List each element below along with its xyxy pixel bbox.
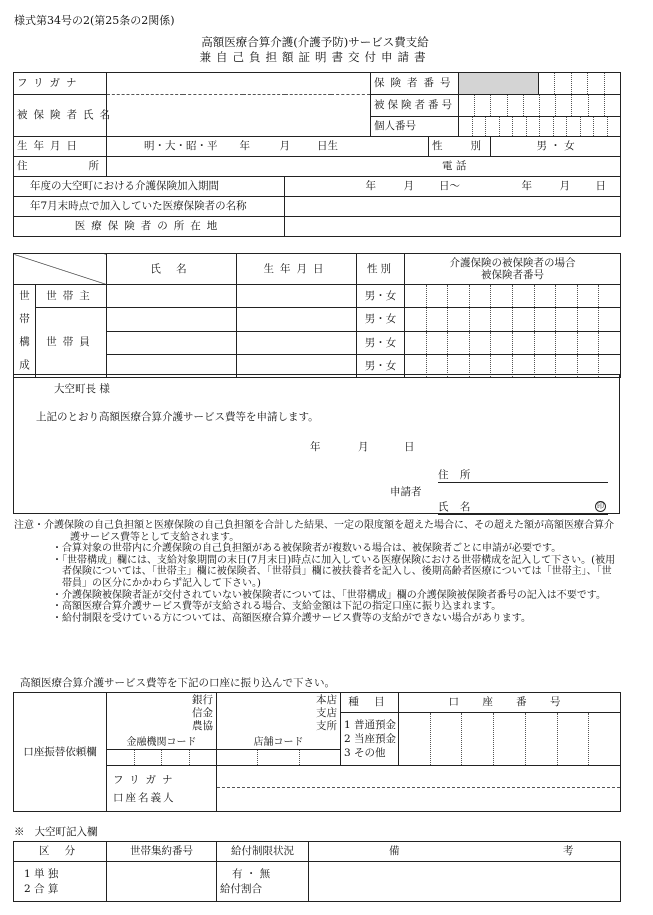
applicant-name-line[interactable]: [438, 501, 608, 515]
period-to-month: 月: [559, 180, 570, 193]
insured-name-field[interactable]: [107, 95, 371, 137]
member1-care-number-field[interactable]: [405, 308, 621, 332]
sex-options[interactable]: 男 ・ 女: [491, 137, 621, 157]
town-col-category: 区 分: [14, 842, 107, 862]
applicant-name-label: 氏 名: [438, 501, 475, 513]
birth-month-unit: 月: [279, 140, 290, 153]
request-box: [13, 374, 620, 514]
period-from-year: 年: [365, 180, 376, 193]
holder-furigana-label: フリガナ: [113, 773, 179, 786]
medical-insurer-address-field[interactable]: [285, 217, 621, 237]
note-2: ・合算対象の世帯内に介護保険の自己負担額がある被保険者が複数いる場合は、被保険者ごとに申請が必要です。: [52, 543, 562, 555]
household-head-label: 世帯主: [36, 285, 107, 308]
branch-code-field[interactable]: [217, 750, 341, 766]
bank-section-label: 口座振替依頼欄: [14, 693, 107, 812]
household-corner: [14, 254, 107, 285]
branch-code-label: 店舗コード: [217, 737, 341, 750]
institution-type-shinkin: 信金: [192, 707, 213, 719]
branch-type-main: 本店: [316, 694, 337, 706]
medical-insurer-name-label: 年7月末時点で加入していた医療保険者の名称: [14, 197, 285, 217]
furigana-field[interactable]: [107, 73, 371, 95]
holder-furigana-field[interactable]: [217, 766, 620, 788]
member2-name-field[interactable]: [107, 332, 237, 355]
head-care-number-field[interactable]: [405, 285, 621, 308]
head-birth-field[interactable]: [237, 285, 357, 308]
insurer-number-field[interactable]: [539, 73, 621, 95]
holder-labels: [107, 766, 217, 812]
town-category-combined[interactable]: 2 合 算: [24, 882, 59, 895]
personal-number-label: 個人番号: [371, 117, 459, 137]
applicant-address-label: 住 所: [438, 469, 475, 481]
form-title-line2: 兼自己負担額証明書交付申請書: [199, 50, 431, 64]
household-table: [13, 253, 621, 378]
town-benefit-ratio-label: 給付割合: [220, 882, 262, 895]
head-sex-options[interactable]: 男・女: [357, 285, 405, 308]
period-to-day: 日: [595, 180, 606, 193]
town-category-options[interactable]: [14, 862, 107, 902]
insurer-number-reserved: [459, 73, 539, 95]
account-number-field[interactable]: [399, 713, 621, 766]
household-col-birth: 生年月日: [237, 254, 357, 285]
note-3: ・「世帯構成」欄には、支給対象期間の末日(7月末日)時点に加入している医療保険における世帯構成を記入して下さい。(被用者保険については、「世帯主」欄に被保険者、「世帯員」欄に被扶養者を記入し、後期高齢者医療については「世帯主」、「世帯員」の区分にかかわらず記入して下さい。): [52, 554, 616, 589]
town-use-mark: ※: [14, 826, 25, 838]
household-member-label: 世帯員: [36, 308, 107, 378]
birth-year-unit: 年: [239, 140, 250, 153]
member2-sex-options[interactable]: 男・女: [357, 332, 405, 355]
bank-lead: 高額医療合算介護サービス費等を下記の口座に振り込んで下さい。: [20, 677, 335, 689]
member2-care-number-field[interactable]: [405, 332, 621, 355]
applicant-address-line[interactable]: [438, 469, 608, 483]
furigana-label: フリガナ: [14, 73, 107, 95]
medical-insurer-address-label: 医療保険者の所在地: [14, 217, 285, 237]
institution-type-noukyou: 農協: [192, 720, 213, 732]
town-category-single[interactable]: 1 単 独: [24, 867, 59, 880]
sex-label-char1: 性: [432, 140, 443, 153]
household-col-care: [405, 254, 621, 285]
holder-field[interactable]: [217, 766, 621, 812]
account-type-header: 種 目: [341, 693, 399, 713]
town-col-remarks: 備 考: [309, 842, 621, 862]
town-use-heading: [14, 826, 98, 839]
request-date-day[interactable]: 日: [404, 441, 415, 453]
request-date-month[interactable]: 月: [358, 441, 369, 453]
insured-name-label: 被保険者氏名: [14, 95, 107, 137]
branch-type-office: 支所: [316, 720, 337, 732]
medical-insurer-name-field[interactable]: [285, 197, 621, 217]
member3-sex-options[interactable]: 男・女: [357, 355, 405, 378]
town-col-restriction: 給付制限状況: [217, 842, 309, 862]
personal-number-field[interactable]: [459, 117, 621, 137]
address-field[interactable]: [107, 157, 621, 177]
insured-number-field[interactable]: [459, 95, 621, 117]
birthdate-label: 生年月日: [14, 137, 107, 157]
town-contract-number-field[interactable]: [107, 862, 217, 902]
member2-birth-field[interactable]: [237, 332, 357, 355]
note-1: 注意・介護保険の自己負担額と医療保険の自己負担額を合計した結果、一定の限度額を超えた場合に、その超えた額が高額医療合算介護サービス費等として支給されます。: [14, 520, 614, 543]
town-remarks-field[interactable]: [309, 862, 621, 902]
household-col-care-line2: 被保険者番号: [481, 269, 544, 281]
note-5: ・高額医療合算介護サービス費等が支給される場合、支給金額は下記の指定口座に振り込まれます。: [52, 601, 502, 613]
address-label: [14, 157, 107, 177]
period-label: 年度の大空町における介護保険加入期間: [14, 177, 285, 197]
era-options[interactable]: 明・大・昭・平: [144, 140, 218, 153]
side-char-3: 構: [19, 336, 30, 348]
request-statement: 上記のとおり高額医療合算介護サービス費等を申請します。: [36, 411, 319, 423]
insurer-number-label: 保険者番号: [371, 73, 459, 95]
account-number-header: 口 座 番 号: [399, 693, 621, 713]
institution-code-field[interactable]: [107, 750, 217, 766]
town-use-table: [13, 841, 653, 902]
period-from-month: 月: [403, 180, 414, 193]
branch-type-branch: 支店: [316, 707, 337, 719]
insured-number-label: 被保険者番号: [371, 95, 459, 117]
household-col-sex: 性別: [357, 254, 405, 285]
period-to-year: 年: [521, 180, 532, 193]
addressee: 大空町長 様: [54, 383, 110, 395]
account-type-other[interactable]: 3 その他: [344, 747, 386, 759]
institution-type-bank: 銀行: [192, 694, 213, 706]
applicant-table: [13, 72, 621, 237]
head-name-field[interactable]: [107, 285, 237, 308]
branch-type-field[interactable]: [217, 693, 341, 737]
town-restriction-field[interactable]: [217, 862, 309, 902]
address-label-char1: 住: [17, 160, 28, 173]
household-col-care-line1: 介護保険の被保険者の場合: [449, 256, 576, 269]
bank-table: [13, 692, 621, 812]
applicant-label: 申請者: [390, 486, 422, 498]
seal-mark: 印: [597, 502, 604, 510]
account-type-options[interactable]: [341, 713, 399, 766]
holder-name-label: 口座名義人: [113, 791, 176, 804]
form-reference: 様式第34号の2(第25条の2関係): [14, 14, 175, 27]
birth-day-suffix: 日生: [317, 140, 338, 153]
note-6: ・給付制限を受けている方については、高額医療合算介護サービス費等の支給ができない場合があります。: [52, 612, 531, 624]
note-4: ・介護保険被保険者証が交付されていない被保険者については、「世帯構成」欄の介護保険被保険者番号の記入は不要です。: [52, 589, 606, 601]
institution-type-field[interactable]: [107, 693, 217, 737]
member1-sex-options[interactable]: 男・女: [357, 308, 405, 332]
account-type-current[interactable]: 2 当座預金: [344, 733, 397, 745]
institution-code-label: 金融機関コード: [107, 737, 217, 750]
period-field[interactable]: [285, 177, 621, 197]
birthdate-field[interactable]: [107, 137, 429, 157]
town-col-contract-number: 世帯集約番号: [107, 842, 217, 862]
side-char-4: 成: [19, 359, 30, 371]
member1-birth-field[interactable]: [237, 308, 357, 332]
sex-label: [429, 137, 491, 157]
household-side-label: [14, 285, 36, 378]
request-date-year[interactable]: 年: [310, 441, 321, 453]
sex-label-char2: 別: [470, 140, 482, 153]
account-type-ordinary[interactable]: 1 普通預金: [344, 719, 397, 731]
town-restriction-options[interactable]: 有 ・ 無: [232, 867, 271, 880]
side-char-2: 帯: [19, 313, 30, 325]
town-use-title: 大空町記入欄: [34, 826, 98, 838]
member1-name-field[interactable]: [107, 308, 237, 332]
address-label-char2: 所: [88, 160, 99, 173]
period-from-day: 日〜: [439, 180, 460, 193]
notes: [14, 520, 619, 624]
phone-label: 電 話: [442, 160, 467, 173]
form-title-line1: 高額医療合算介護(介護予防)サービス費支給: [201, 35, 429, 49]
side-char-1: 世: [19, 290, 30, 302]
household-col-name: 氏 名: [107, 254, 237, 285]
